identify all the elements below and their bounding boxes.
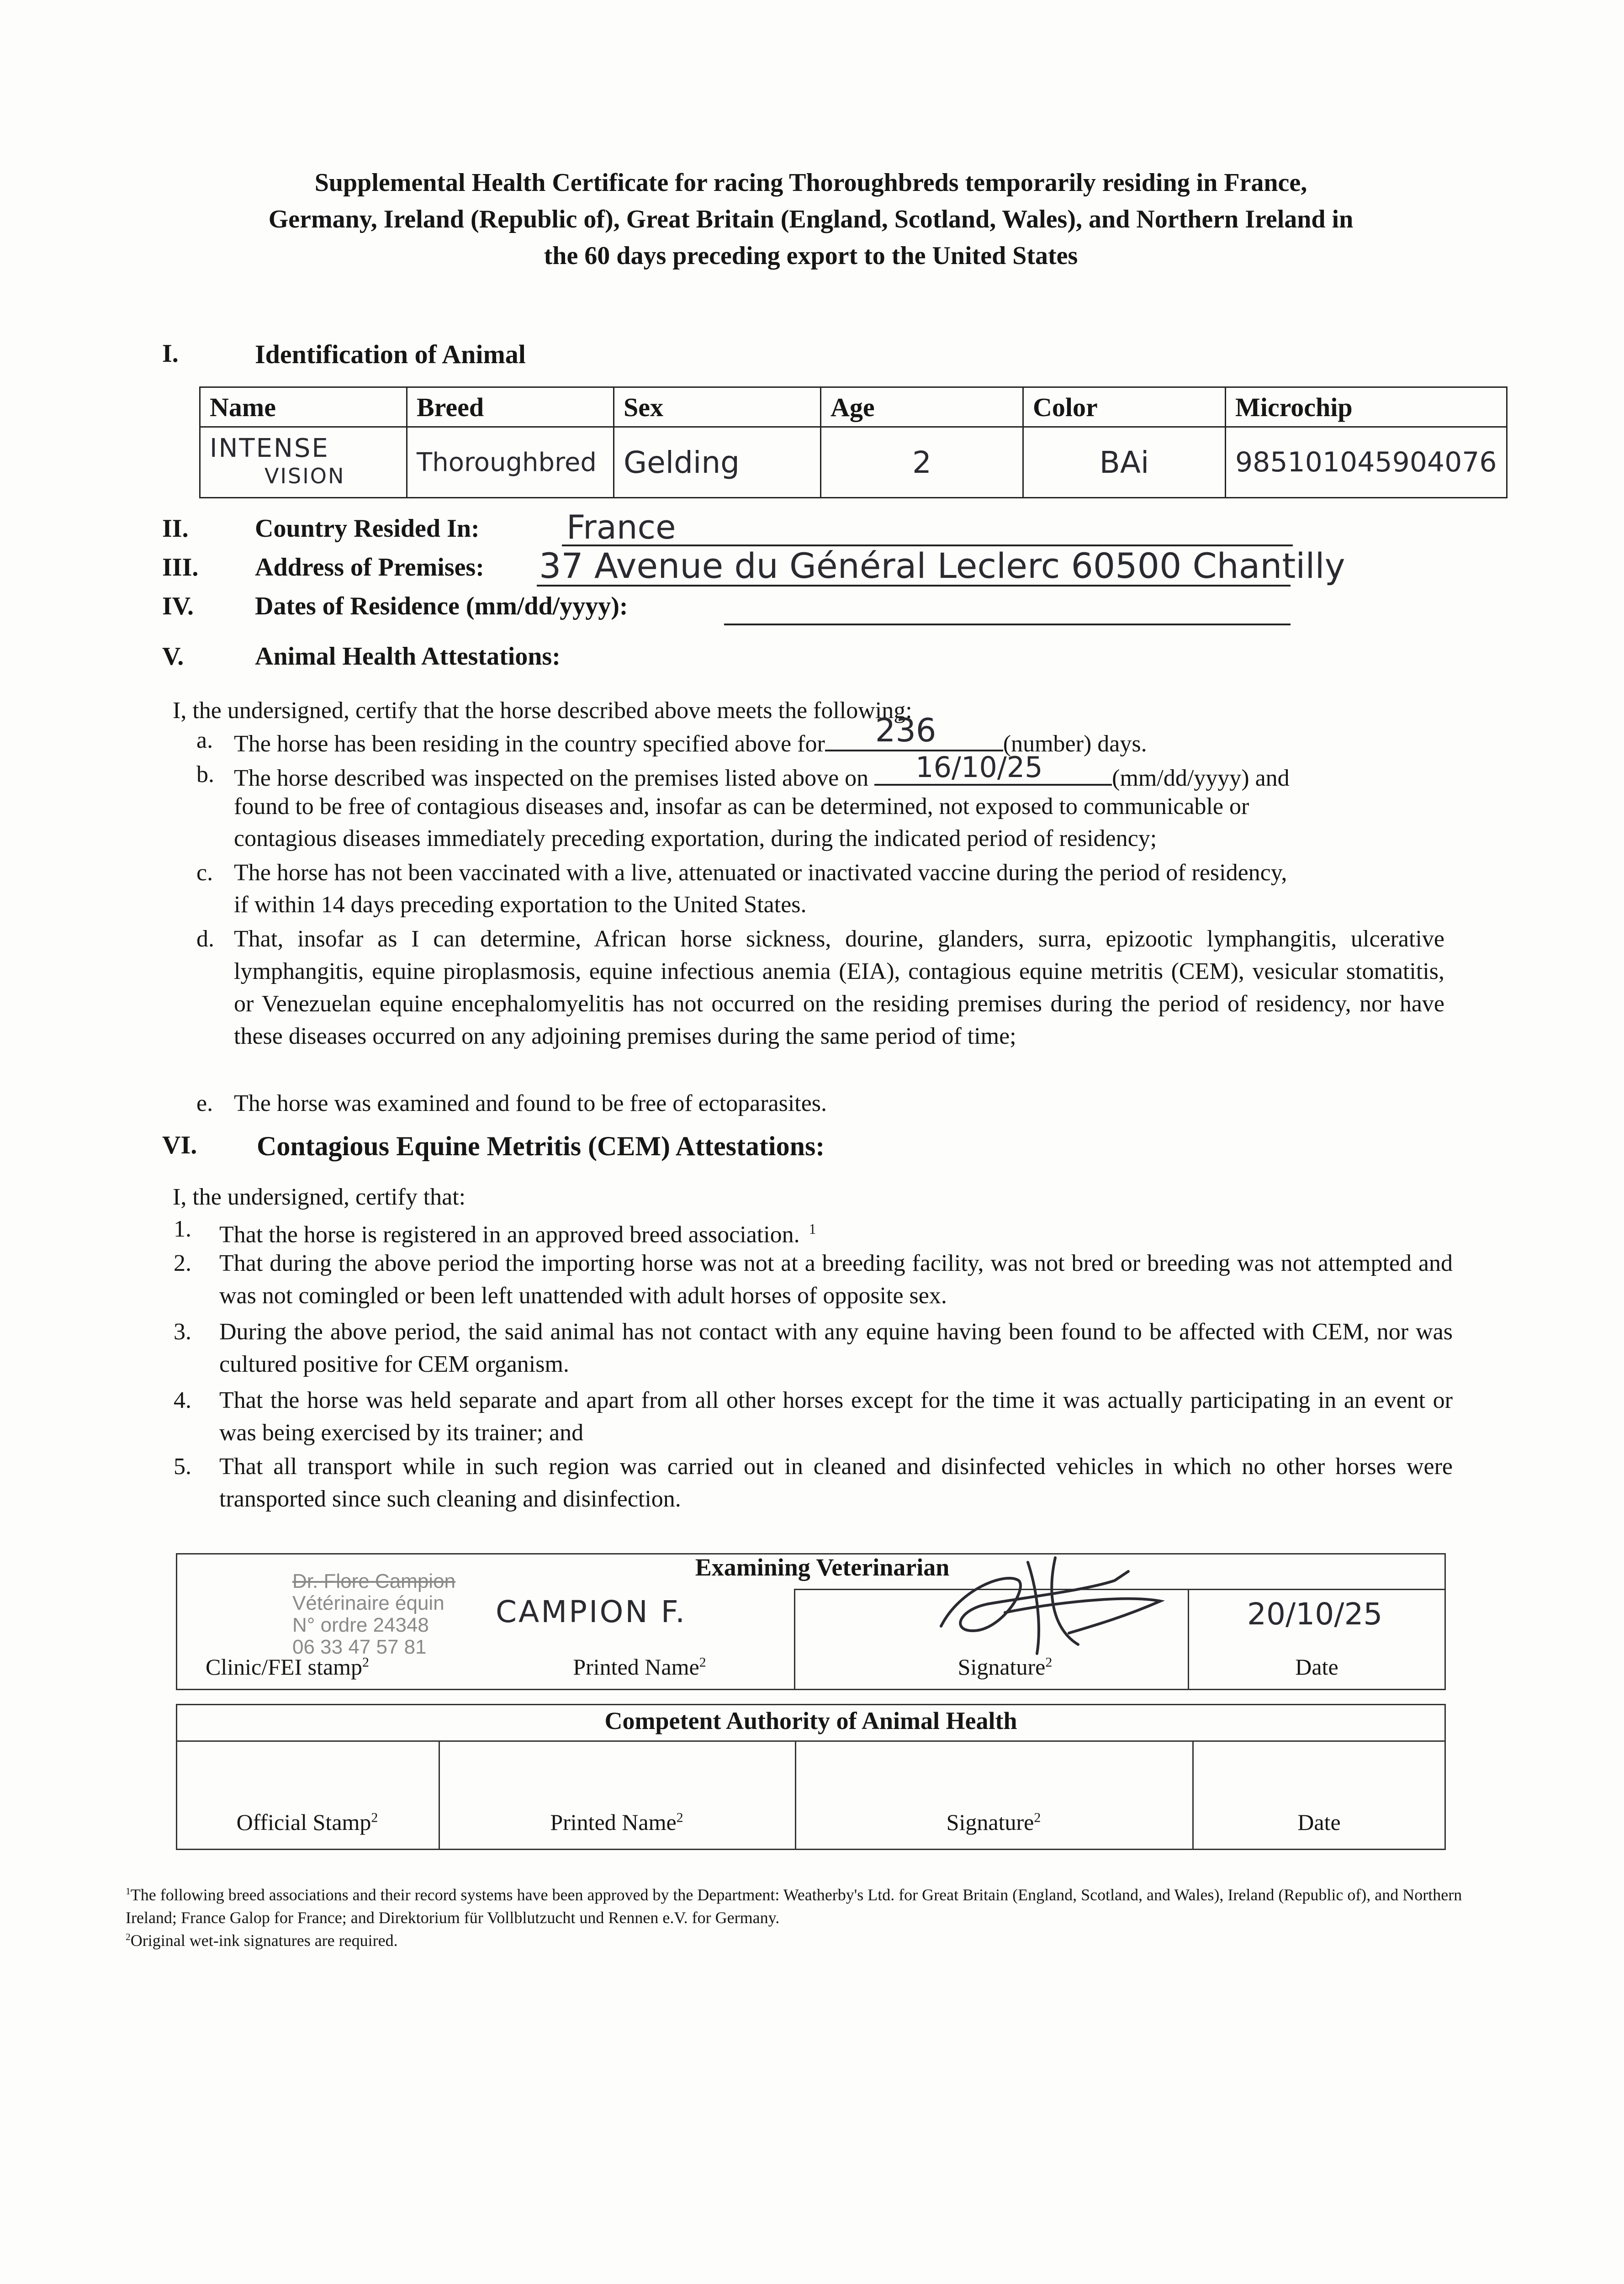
section-1-number: I. <box>162 339 179 368</box>
col-name-header: Name <box>200 387 407 427</box>
stamp-line-3: N° ordre 24348 <box>292 1614 429 1636</box>
footnote-2-mark: 2 <box>126 1931 131 1942</box>
item-c-line2: if within 14 days preceding exportation to the United States. <box>234 892 807 918</box>
animal-breed-value: Thoroughbred <box>407 427 614 498</box>
section-6-intro: I, the undersigned, certify that: <box>173 1184 466 1210</box>
cem-item-3-number: 3. <box>174 1319 191 1345</box>
item-d-text: That, insofar as I can determine, African horse sickness, dourine, glanders, surra, epizootic lymphangitis, ulcerative lymphangitis, equine piroplasmosis, equine infectious anemia (EIA), contagious equine metritis (CEM), vesicular stomatitis, or Venezuelan equine encephalomyelitis has not occurred on the residing premises during the period of residency, nor have these diseases occurred on any adjoining premises during the same period of time; <box>234 926 1444 1049</box>
dates-line <box>724 624 1291 625</box>
col-microchip-header: Microchip <box>1226 387 1507 427</box>
veterinarian-stamp <box>292 1570 455 1658</box>
col-color-header: Color <box>1023 387 1226 427</box>
vet-printed-name-label <box>503 1654 777 1680</box>
authority-printed-name-caption: Printed Name <box>550 1809 677 1835</box>
cem-item-5-number: 5. <box>174 1454 191 1480</box>
veterinarian-signature <box>932 1553 1169 1658</box>
footnote-1 <box>126 1880 1505 1929</box>
item-b-line1 <box>234 751 1290 795</box>
animal-name-cell <box>200 427 407 498</box>
section-4-number: IV. <box>162 592 194 620</box>
section-3-number: III. <box>162 553 199 582</box>
animal-name-line2: VISION <box>264 464 345 488</box>
animal-name-line1: INTENSE <box>210 434 329 463</box>
footnote-2 <box>126 1925 1505 1952</box>
col-breed-header: Breed <box>407 387 614 427</box>
title-line-1: Supplemental Health Certificate for racing Thoroughbreds temporarily residing in France, <box>314 169 1307 197</box>
vet-date-label: Date <box>1295 1654 1338 1680</box>
cem-item-4 <box>174 1384 1453 1449</box>
animal-color-value: BAi <box>1023 427 1226 498</box>
section-5-intro: I, the undersigned, certify that the horse described above meets the following: <box>173 698 912 724</box>
cem-item-4-text: That the horse was held separate and apart from all other horses except for the time it was actually participating in an event or was being exercised by its trainer; and <box>219 1387 1453 1446</box>
item-e-text: The horse was examined and found to be free of ectoparasites. <box>234 1090 827 1116</box>
cem-item-1-number: 1. <box>174 1216 191 1242</box>
item-b-pre: The horse described was inspected on the premises listed above on <box>234 765 869 791</box>
identification-table <box>199 386 1508 498</box>
item-a-pre: The horse has been residing in the country specified above for <box>234 731 825 757</box>
item-b-line2: found to be free of contagious diseases and, insofar as can be determined, not exposed to communicable or <box>234 793 1249 819</box>
official-stamp-sup: 2 <box>371 1810 378 1825</box>
days-value: 236 <box>875 712 936 749</box>
stamp-line-1: Dr. Flore Campion <box>292 1570 456 1592</box>
item-d-label: d. <box>196 926 214 952</box>
signature-caption: Signature <box>957 1654 1046 1680</box>
item-b-label: b. <box>196 761 214 788</box>
item-d <box>196 923 1444 1052</box>
cem-item-3 <box>174 1316 1453 1380</box>
section-3-label: Address of Premises: <box>255 553 484 582</box>
animal-sex-value: Gelding <box>614 427 821 498</box>
inspection-date-value: 16/10/25 <box>915 751 1043 784</box>
authority-signature-sup: 2 <box>1034 1810 1041 1825</box>
cem-item-2 <box>174 1247 1453 1312</box>
section-2-label: Country Resided In: <box>255 514 480 543</box>
vet-printed-name-value: CAMPION F. <box>496 1594 687 1629</box>
vet-box-header: Examining Veterinarian <box>695 1554 950 1581</box>
item-e-label: e. <box>196 1090 213 1116</box>
item-a-post: (number) days. <box>1003 731 1147 757</box>
footnote-2-text: Original wet-ink signatures are required. <box>130 1931 398 1950</box>
animal-age-value: 2 <box>821 427 1023 498</box>
section-6-number: VI. <box>162 1131 197 1159</box>
item-b-post: (mm/dd/yyyy) and <box>1112 765 1290 791</box>
cem-item-1-footnote-ref: 1 <box>809 1221 816 1237</box>
footnote-1-mark: 1 <box>126 1886 131 1897</box>
vet-divider-1 <box>794 1589 795 1690</box>
authority-official-stamp-label <box>176 1809 439 1835</box>
col-sex-header: Sex <box>614 387 821 427</box>
cem-item-3-text: During the above period, the said animal has not contact with any equine having been found to be affected with CEM, nor was cultured positive for CEM organism. <box>219 1319 1453 1377</box>
cem-item-4-number: 4. <box>174 1387 191 1413</box>
cem-item-2-text: That during the above period the importing horse was not at a breeding facility, was not bred or breeding was not attempted and was not comingled or been left unattended with adult horses of opposite sex. <box>219 1250 1453 1309</box>
vet-date-value: 20/10/25 <box>1247 1597 1383 1632</box>
country-value: France <box>566 508 676 546</box>
section-2-number: II. <box>162 514 189 543</box>
stamp-line-2: Vétérinaire équin <box>292 1592 444 1614</box>
authority-printed-name-label <box>439 1809 795 1835</box>
inspection-date-field <box>874 751 1112 786</box>
footnote-1-text: The following breed associations and their record systems have been approved by the Department: Weatherby's Ltd. for Great Britain (England, Scotland, and Wales), Ireland (Republic of), and Northern Ireland; France Galop for France; and Direktorium für Vollblutzucht und Rennen e.V. for Germany. <box>126 1886 1462 1927</box>
item-c-label: c. <box>196 860 213 886</box>
authority-date-label: Date <box>1297 1809 1341 1835</box>
stamp-line-4: 06 33 47 57 81 <box>292 1636 427 1658</box>
cem-item-1 <box>174 1213 1453 1251</box>
authority-header-rule <box>176 1740 1446 1742</box>
certificate-title <box>91 164 1530 274</box>
official-stamp-caption: Official Stamp <box>236 1809 371 1835</box>
title-line-3: the 60 days preceding export to the United States <box>544 242 1078 270</box>
cem-item-1-text: That the horse is registered in an approved breed association. <box>219 1221 800 1248</box>
address-value: 37 Avenue du Général Leclerc 60500 Chantilly <box>539 545 1345 586</box>
item-a-label: a. <box>196 727 213 753</box>
authority-signature-caption: Signature <box>946 1809 1034 1835</box>
section-6-title: Contagious Equine Metritis (CEM) Attestations: <box>257 1131 825 1161</box>
section-1-title: Identification of Animal <box>255 339 526 369</box>
item-c-line1: The horse has not been vaccinated with a live, attenuated or inactivated vaccine during the period of residency, <box>234 860 1287 886</box>
title-line-2: Germany, Ireland (Republic of), Great Britain (England, Scotland, Wales), and Northern Ireland in <box>268 205 1354 233</box>
cem-item-2-number: 2. <box>174 1250 191 1276</box>
days-field <box>825 712 1003 751</box>
authority-box-header: Competent Authority of Animal Health <box>604 1707 1017 1734</box>
cem-item-5 <box>174 1450 1453 1515</box>
printed-name-caption: Printed Name <box>573 1654 699 1680</box>
printed-name-sup: 2 <box>699 1655 706 1670</box>
section-5-title: Animal Health Attestations: <box>255 642 561 671</box>
authority-signature-label <box>795 1809 1192 1835</box>
clinic-stamp-sup: 2 <box>362 1655 370 1670</box>
clinic-stamp-caption: Clinic/FEI stamp <box>206 1654 363 1680</box>
vet-clinic-stamp-label <box>206 1654 480 1680</box>
cem-item-5-text: That all transport while in such region was carried out in cleaned and disinfected vehicles in which no other horses were transported since such cleaning and disinfection. <box>219 1454 1453 1512</box>
section-5-number: V. <box>162 642 184 671</box>
section-4-label: Dates of Residence (mm/dd/yyyy): <box>255 592 628 620</box>
animal-microchip-value: 985101045904076 <box>1226 427 1507 498</box>
item-b-line3: contagious diseases immediately preceding exportation, during the indicated period of residency; <box>234 825 1157 851</box>
authority-printed-name-sup: 2 <box>676 1810 683 1825</box>
signature-sup: 2 <box>1045 1655 1053 1670</box>
col-age-header: Age <box>821 387 1023 427</box>
